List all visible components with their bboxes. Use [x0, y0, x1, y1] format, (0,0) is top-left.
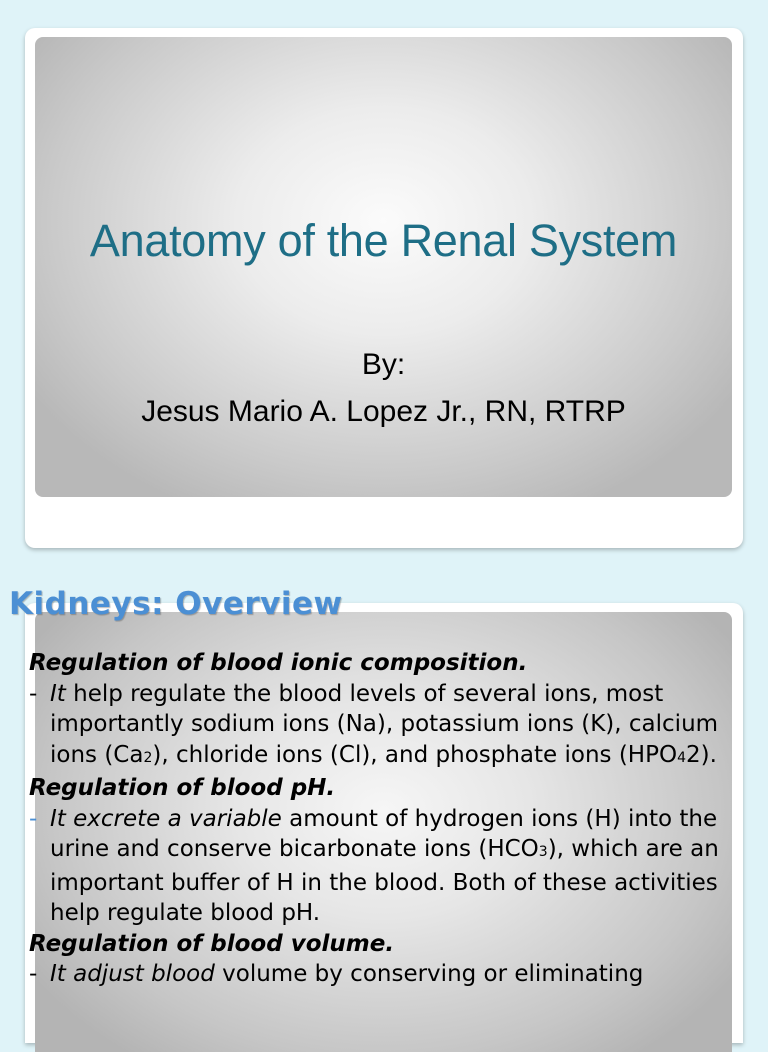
body-text: volume by conserving or eliminating — [214, 961, 644, 987]
subscript: 4 — [677, 749, 686, 766]
section-body-ph — [29, 804, 749, 929]
section-body-ionic — [29, 679, 749, 774]
section-heading-ionic: Regulation of blood ionic composition. — [29, 650, 528, 676]
slide-1 — [25, 28, 743, 548]
bullet-dash: - — [29, 805, 38, 832]
lead-italic: It — [50, 680, 66, 707]
slide-2-heading: Kidneys: Overview — [9, 586, 343, 622]
bullet-dash: - — [29, 961, 38, 987]
lead-italic: It excrete a variable — [50, 805, 282, 832]
body-text: ), chloride ions (Cl), and phosphate ions (HPO — [152, 741, 678, 768]
by-label: By: — [361, 348, 406, 381]
section-body-volume — [29, 959, 749, 990]
section-heading-ph: Regulation of blood pH. — [29, 775, 336, 801]
body-text: help regulate the blood levels of several ions, most importantly sodium ions (Na), potassium ions (K), calcium ions (Ca — [50, 680, 719, 768]
lead-italic: It adjust blood — [50, 961, 215, 987]
body-text: amount of hydrogen ions (H) into the urine and conserve bicarbonate ions (HCO — [50, 805, 718, 862]
subscript: 2 — [143, 749, 153, 766]
section-heading-volume: Regulation of blood volume. — [29, 930, 395, 957]
bullet-dash: - — [29, 680, 38, 707]
slide-1-background — [35, 37, 732, 497]
slide-2-content — [29, 648, 749, 990]
author-name: Jesus Mario A. Lopez Jr., RN, RTRP — [141, 395, 626, 428]
body-text: ), which are an important buffer of H in the blood. Both of these activities help regulate blood pH. — [50, 836, 719, 926]
subscript: 3 — [538, 844, 548, 860]
slide-title: Anatomy of the Renal System — [89, 215, 678, 266]
body-text: 2). — [686, 741, 717, 768]
